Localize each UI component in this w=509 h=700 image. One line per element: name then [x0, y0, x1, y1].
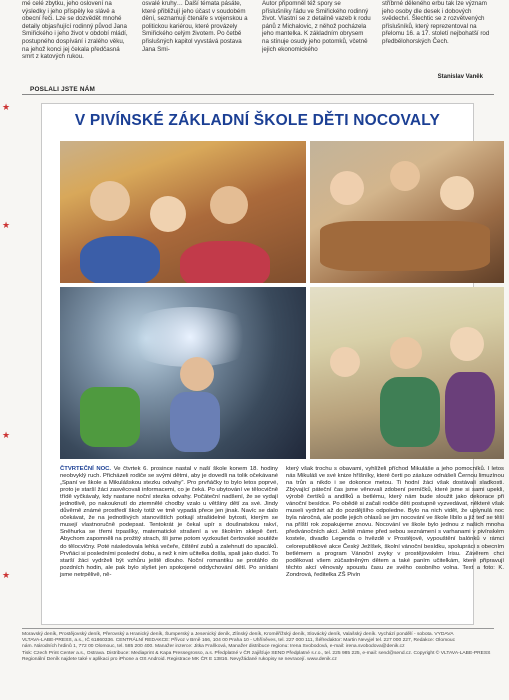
article-body-right — [286, 466, 504, 579]
article-box — [41, 103, 504, 625]
star-icon: ★ — [2, 430, 11, 440]
article-lead: ČTVRTEČNÍ NOC. — [60, 466, 112, 472]
star-icon: ★ — [2, 102, 11, 112]
author-signature: Stanislav Vaněk — [437, 74, 483, 80]
prev-column-4: stříbrné děleného erbu tak lze význam jeho osoby dle desek i dobových svědectví. Šlechtic se z rozvětvených příslušníků, který reprezentoval na přelomu 16. a 17. století nejbohatší rod předbělohorských Čech. — [382, 0, 490, 45]
article-text-right: který však trochu s obavami, vyhlíželi příchod Mikuláše a jeho pomocníků. I letos nás Mikuláš ve své knize hříšníky, které čerti po zásluze odnášeli Černou limuzínou na trůn a nikdo i se dokonce metou. Ti hodní žáci však dostávali sladkosti. Zbývající páteční čas jsme věnovali zdobení perníčků, které jsme si sami upekli, výrobě čertíků a andílků a betlému, který nám bude sloužit jako dekorace při vánoční besídce. Po obědě si začali rodiče děti postupně vyzvedávat, některé však museli vydržet až do pozdějšího odpoledne. Bylo na nich vidět, že uplynulá noc byla náročná, ale podle jejich ohlasů se jim nocování ve škole líbilo a již teď se těší na příští rok zopakujeme znovu. Nocování ve škole bylo jednou z našich mnoha předvánočních akcí. Ještě máme před sebou seznámení s varhanami v pivínském kostele, divadlo Legenda o hvězdě v Prostějově, vypouštění balónků v rámci celorepublikové akce Český Ježíšek, školní vánoční besídku, spolupráci s obecním betlémem a program Vánoční zvyky v prostějovském Irisu. Závěrem chci poděkovat všem zúčastněným dětem a také paním učitelkám, které připravují těchto akcí věnovaly spoustu času ze svého osobního volna. Text a foto: K. Zondrová, ředitelka ZŠ Pivín — [286, 466, 504, 578]
article-body-left — [60, 466, 278, 579]
prev-column-1: mé celé zbytku, jeho oslovení na výsledky i jeho přispěly ke slávě a obecní řeči. Lze se dozvědět mnohé detaily objasňující rodinný původ Jana Smiřického i jeho život v období mládí, postupného dospívání i zralého věku, na jehož konci jej čekala předčasná smrt z katových rukou. — [22, 0, 128, 61]
prev-column-3: Autor připomněl též spory se příslušníky řádu ve Smiřického rodinný život. Vlastní se z detailně vazeb k rodu pánů z Michalovic, z něhož pocházela jeho mantelka. K základním obrysem na stínuje osudy jeho potomků, včetně jejich ekonomického — [262, 0, 371, 53]
article-headline: V PIVÍNSKÉ ZÁKLADNÍ ŠKOLE DĚTI NOCOVALY — [74, 112, 441, 129]
section-divider — [22, 94, 494, 95]
imprint-line: nám. Národních hrdinů 1, 772 00 Olomouc, tel. 585 200 400. Manažer inzerce: Jitka Fraňková, Manažer distribuce regionu: Irena Svobodová, e-mail: irena.svobodova@denik.cz — [22, 644, 405, 650]
imprint-line: Tisk: Czech Print Center a.s., Ostrava. Distribuce: Mediaprint & Kapa Pressegrosso, a.s. Předplatné v ČR zajišťuje SEND Předplatné s.r.o., tel. 225 985 225, e-mail: send@send.cz. Copyright © VLTAVA-LABE-PRESS — [22, 650, 491, 656]
footer-divider — [22, 628, 494, 629]
photo-children-classroom — [60, 141, 306, 283]
section-tag: POSLALI JSTE NÁM — [30, 86, 95, 93]
previous-article-columns — [22, 0, 492, 84]
photo-children-table — [310, 141, 504, 283]
imprint-line: Moravský deník, Prostějovský deník, Přerovský a Hranický deník, Šumperský a Jesenický deník, Zlínský deník, Kroměřížský deník, Slovácký deník, Valašský deník. Vychází pondělí - sobota. VYDAVA — [22, 632, 454, 637]
star-icon: ★ — [2, 570, 11, 580]
prev-column-2: osvalé kruhy… Další témata pásáte, které přibližují jeho účast v soudobém dění, seznamují čtenáře s vojenskou a politickou kariérou, které provázely Smiřického celým životem. Po četbě přislušných kapitol vyvstává postava Jana Smi- — [142, 0, 248, 53]
photo-mikulas-visit — [310, 287, 504, 459]
photo-costumed-night — [60, 287, 306, 459]
imprint-footer — [22, 632, 494, 663]
star-icon: ★ — [2, 220, 11, 230]
article-text-left: Ve čtvrtek 6. prosince nastal v naší škole konem 18. hodiny neobvyklý ruch. Přicházeli rodiče se svými dětmi, aby je dovedli na tolik očekávané „Spaní ve škole a Mikulášskou stezku odvahy“. Pro prvňáčky to bylo letos poprvé, proto je starší žáci zasvěcovali informacemi, co je čeká. Po ubytování ve tělocvičně třídě vyčkávaly, kdy nastane noční stezka odvahy. Počáteční nadšení, že se vydají jednotlivě, po nakouknutí do ztemnělé chodby vzalo u většiny dětí za své. Jindy důvěrně známé prostředí školy totiž ve tmě vypadá přece jen jinak. Navíc se dalo očekávat, že na jednotlivých stanovištích potkají strašidelné bytosti, kterým se musejí vlastnoručně podepsat. Tentokrát je čekal upír s doušnatskou rakví, Sněhurka se třemi trpaslíky, matematické strašení a ve školním sklepě čert. Abychom zapomněli na prožitý strach, šli jsme potom vyzkoušet čertovské soutěže do tělocvičny. Poté následovala lehká večeře, čištění zubů a zalehnutí do spacáků. Prvňáci si posledními poslední dobu, a než k nim učitelka došla, spali jako dudci. To starší žáci vydrželi být vzhůru ještě dlouho. Noční romantiku se protáhlo do pozdních hodin, ale pak bylo slyšet jen spokojené oddychování dětí. Po snídani jsme netrpělivě, ně- — [60, 466, 279, 578]
imprint-line: VLTAVA-LABE-PRESS, a.s., IČ 61860336. CENTRÁLNÍ REDAKCE: Přívoz v Brně 166, 104 00 Praha 10 - Uhříněves, tel. 227 000 111, Šéfredaktor: Martin Nevyjel tel. 227 000 227, Redakce: Olomouc — [22, 638, 456, 644]
page-edge-marks — [2, 100, 14, 600]
imprint-line: Regionální Deník najdete také v aplikaci pro iPhone a OS Android. Registrace MK ČR E 13816. Nevyžádané rukopisy se nevracejí. www.denik.cz — [22, 656, 337, 662]
